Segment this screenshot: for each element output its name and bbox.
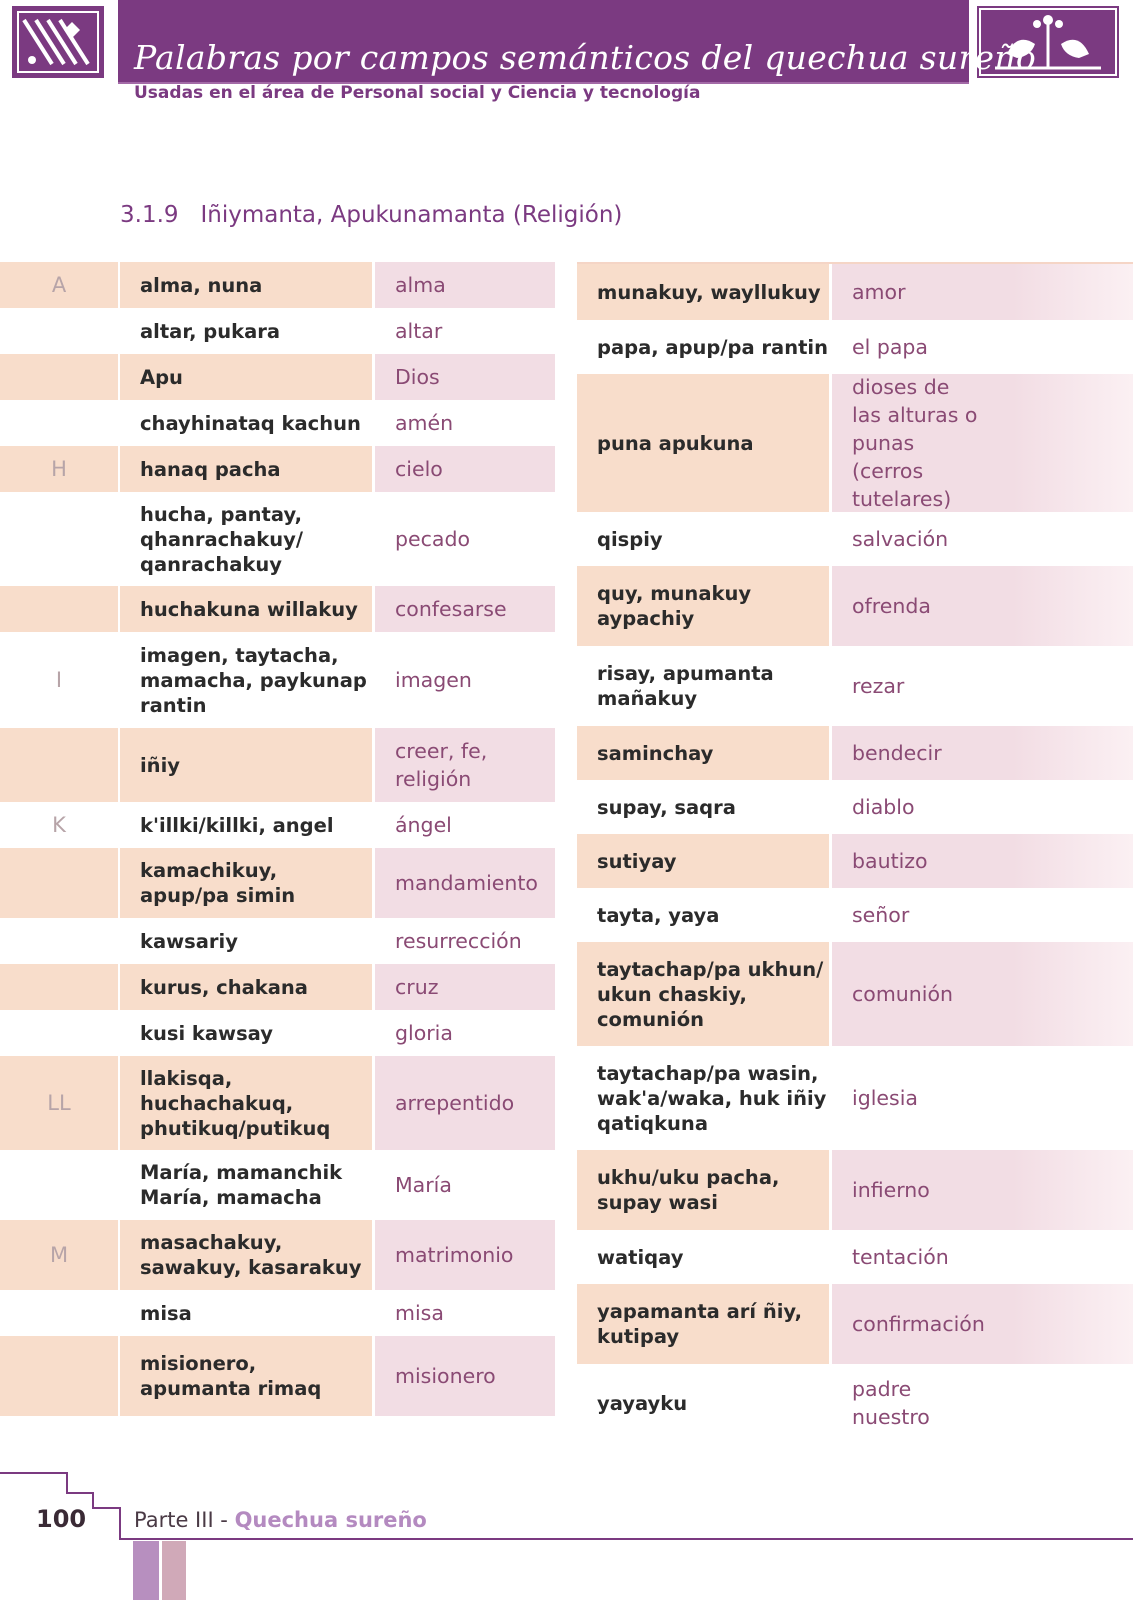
footer-step-line [66,1472,68,1494]
spanish-translation: salvación [852,527,949,551]
quechua-term: papa, apup/pa rantin [597,335,828,359]
table-row [0,1364,1133,1442]
quechua-term: ukhu/uku pacha, supay wasi [577,1150,829,1230]
quechua-term: hucha, pantay, qhanrachakuy/ qanrachakuy [140,502,303,576]
table-row [0,726,1133,780]
quechua-term: yapamanta arí ñiy, kutipay [577,1284,829,1364]
quechua-term: yayayku [597,1391,688,1415]
quechua-term: kurus, chakana [120,964,372,1010]
footer-part-label [134,1508,427,1532]
spanish-translation: alma [375,262,555,308]
quechua-term: masachakuy, sawakuy, kasarakuy [120,1220,372,1290]
spanish-translation: cielo [375,446,555,492]
quechua-term: misa [140,1301,192,1325]
quechua-term: risay, apumanta mañakuy [597,662,774,710]
quechua-term: alma, nuna [120,262,372,308]
footer-step-line [119,1507,121,1540]
spanish-translation: misionero [375,1336,555,1416]
left-emblem [0,0,118,84]
quechua-term: taytachap/pa ukhun/ ukun chaskiy, comunión [577,942,829,1046]
spanish-translation: cruz [375,964,555,1010]
footer-step-line [119,1538,1133,1540]
woven-pattern-icon [12,6,104,78]
footer-accent: Quechua sureño [234,1508,427,1532]
table-row [0,780,1133,834]
table-row [0,320,1133,374]
spanish-translation: comunión [832,942,1133,1046]
index-letter: M [0,1220,118,1290]
table-row [0,1046,1133,1150]
page-header-title: Palabras por campos semánticos del quechua sureño [134,38,1037,77]
quechua-term: saminchay [577,726,829,780]
quechua-term: tayta, yaya [597,903,720,927]
index-letter: LL [0,1056,118,1150]
quechua-term: taytachap/pa wasin, wak'a/waka, huk iñiy qatiqkuna [597,1061,827,1135]
spanish-translation: ángel [395,813,452,837]
spanish-translation: tentación [852,1245,949,1269]
quechua-term: altar, pukara [140,319,281,343]
quechua-term: qispiy [597,527,663,551]
quechua-term: kawsariy [140,929,238,953]
spanish-translation: matrimonio [375,1220,555,1290]
table-row [0,646,1133,726]
table-row [0,374,1133,512]
spanish-translation: padre nuestro [852,1377,930,1429]
spanish-translation: altar [395,319,443,343]
footer-color-bar [133,1541,159,1600]
table-row [0,566,1133,646]
spanish-translation: señor [852,903,910,927]
spanish-translation: dioses de las alturas o punas (cerros tutelares) [832,374,1133,512]
spanish-translation: gloria [395,1021,453,1045]
footer-color-bar [162,1541,186,1600]
table-row [0,834,1133,888]
spanish-translation: resurrección [395,929,522,953]
quechua-term: María, mamanchik María, mamacha [140,1161,343,1209]
table-row [0,1284,1133,1364]
quechua-term: huchakuna willakuy [120,586,372,632]
quechua-term: sutiyay [577,834,829,888]
index-letter: A [0,262,118,308]
quechua-term: imagen, taytacha, mamacha, paykunap rantin [140,643,367,717]
spanish-translation: iglesia [852,1086,918,1110]
spanish-translation: arrepentido [375,1056,555,1150]
spanish-translation: María [395,1173,452,1197]
quechua-term: k'illki/killki, angel [140,813,334,837]
spanish-translation: amén [395,411,454,435]
table-row [0,512,1133,566]
table-row [0,888,1133,942]
quechua-term: Apu [120,354,372,400]
quechua-term: hanaq pacha [120,446,372,492]
page-number: 100 [36,1505,87,1533]
spanish-translation: creer, fe, religión [375,728,555,802]
spanish-translation: diablo [852,795,915,819]
spanish-translation: rezar [852,674,905,698]
spanish-translation: el papa [852,335,928,359]
spanish-translation: bendecir [832,726,1133,780]
spanish-translation: bautizo [832,834,1133,888]
section-number: 3.1.9 [120,202,179,228]
section-heading [120,202,622,228]
table-row [0,264,1133,320]
index-letter: H [0,446,118,492]
footer-step-line [66,1492,94,1494]
spanish-translation: pecado [395,527,471,551]
index-letter: I [55,668,63,692]
spanish-translation: confirmación [832,1284,1133,1364]
quechua-term: kamachikuy, apup/pa simin [120,848,372,918]
page-header-subtitle: Usadas en el área de Personal social y Ciencia y tecnología [134,83,701,103]
quechua-term: munakuy, wayllukuy [577,264,829,320]
quechua-term: kusi kawsay [140,1021,273,1045]
spanish-translation: confesarse [375,586,555,632]
spanish-translation: amor [832,264,1133,320]
quechua-term: iñiy [120,728,372,802]
index-letter: K [52,813,66,837]
quechua-term: llakisqa, huchachakuq, phutikuq/putikuq [120,1056,372,1150]
spanish-translation: mandamiento [375,848,555,918]
spanish-translation: imagen [395,668,472,692]
quechua-term: misionero, apumanta rimaq [120,1336,372,1416]
quechua-term: quy, munakuy aypachiy [577,566,829,646]
spanish-translation: misa [395,1301,444,1325]
quechua-term: chayhinataq kachun [140,411,361,435]
quechua-term: supay, saqra [597,795,736,819]
spanish-translation: infierno [832,1150,1133,1230]
footer-step-line [92,1507,121,1509]
spanish-translation: Dios [375,354,555,400]
table-row [0,1150,1133,1230]
table-row [0,942,1133,1046]
section-title: Iñiymanta, Apukunamanta (Religión) [200,202,623,228]
spanish-translation: ofrenda [832,566,1133,646]
table-row [0,1230,1133,1284]
footer-step-line [0,1472,68,1474]
quechua-term: watiqay [597,1245,684,1269]
footer-part: Parte III - [134,1508,235,1532]
quechua-term: puna apukuna [577,374,829,512]
